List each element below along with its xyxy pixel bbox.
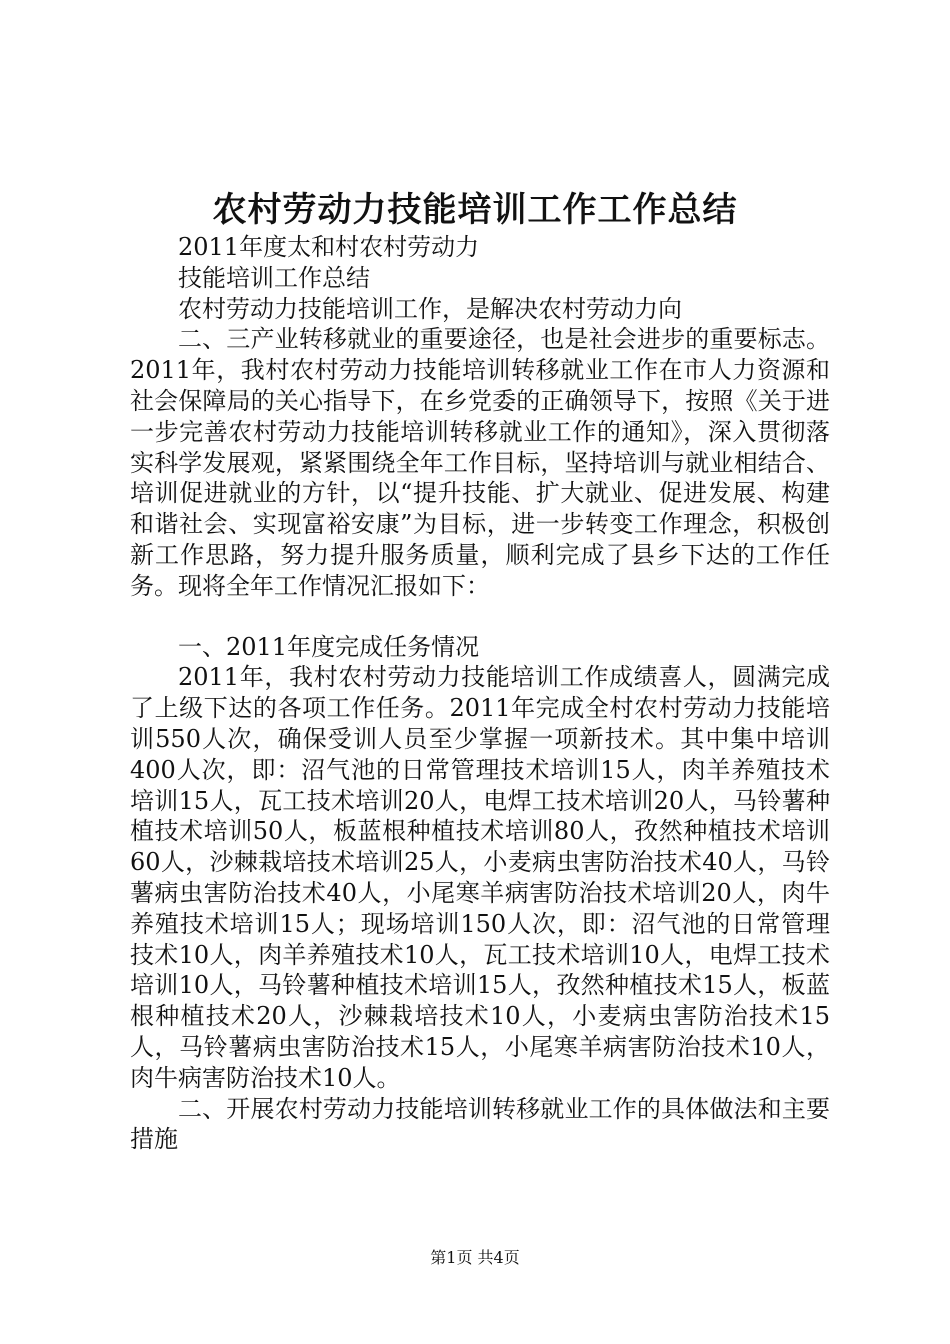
- page-number: 第1页 共4页: [430, 1248, 520, 1267]
- paragraph-year-heading: 2011年度太和村农村劳动力: [178, 233, 480, 261]
- section-heading-1: 一、2011年度完成任务情况: [178, 632, 480, 661]
- document-body: [130, 232, 830, 1155]
- paragraph-subtitle: 技能培训工作总结: [178, 263, 370, 292]
- paragraph-task-details: 2011年，我村农村劳动力技能培训工作成绩喜人，圆满完成了上级下达的各项工作任务。2011年完成全村农村劳动力技能培训550人次，确保受训人员至少掌握一项新技术。其中集中培训400人次，即：沼气池的日常管理技术培训15人，肉羊养殖技术培训15人，瓦工技术培训20人，电焊工技术培训20人，马铃薯种植技术培训50人，板蓝根种植技术培训80人，孜然种植技术培训60人，沙棘栽培技术培训25人，小麦病虫害防治技术40人，马铃薯病虫害防治技术40人，小尾寒羊病害防治技术培训20人，肉牛养殖技术培训15人；现场培训150人次，即：沼气池的日常管理技术10人，肉羊养殖技术10人，瓦工技术培训10人，电焊工技术培训10人，马铃薯种植技术培训15人，孜然种植技术15人，板蓝根种植技术20人，沙棘栽培技术10人，小麦病虫害防治技术15人，马铃薯病虫害防治技术15人，小尾寒羊病害防治技术10人，肉牛病害防治技术10人。: [130, 663, 830, 1092]
- section-heading-2: 二、开展农村劳动力技能培训转移就业工作的具体做法和主要措施: [130, 1094, 830, 1154]
- paragraph-intro: 农村劳动力技能培训工作，是解决农村劳动力向: [178, 294, 682, 323]
- paragraph-overview: 二、三产业转移就业的重要途径，也是社会进步的重要标志。2011年，我村农村劳动力技能培训转移就业工作在市人力资源和社会保障局的关心指导下，在乡党委的正确领导下，按照《关于进一步完善农村劳动力技能培训转移就业工作的通知》，深入贯彻落实科学发展观，紧紧围绕全年工作目标，坚持培训与就业相结合、培训促进就业的方针，以“提升技能、扩大就业、促进发展、构建和谐社会、实现富裕安康”为目标，进一步转变工作理念，积极创新工作思路，努力提升服务质量，顺利完成了县乡下达的工作任务。现将全年工作情况汇报如下：: [130, 325, 830, 600]
- document-title: 农村劳动力技能培训工作工作总结: [212, 190, 738, 230]
